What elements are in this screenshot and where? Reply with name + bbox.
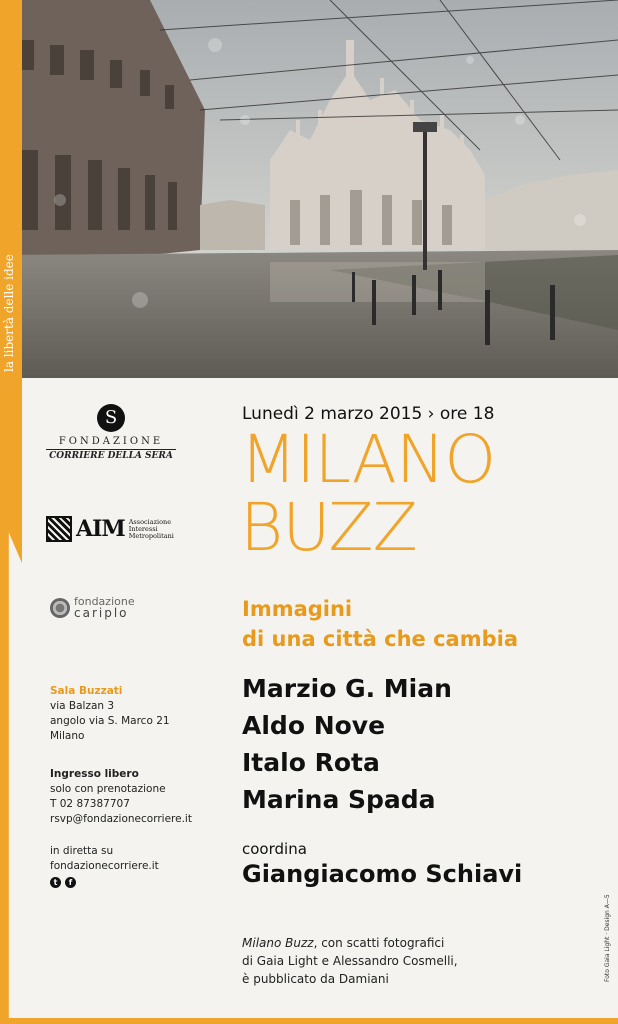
event-title-line2: BUZZ xyxy=(240,489,417,566)
aim-sub-3: Metropolitani xyxy=(128,531,174,540)
cariplo-logo-line1: fondazione xyxy=(74,595,135,608)
venue-address2: angolo via S. Marco 21 xyxy=(50,715,170,727)
book-title: Milano Buzz xyxy=(242,936,314,950)
speaker-list xyxy=(242,670,452,818)
live-line1: in diretta su xyxy=(50,845,114,857)
event-subtitle-line2: di una città che cambia xyxy=(242,627,518,651)
duomo-illustration xyxy=(0,0,618,378)
ribbon-slogan: la libertà delle idee xyxy=(2,254,16,372)
entry-note: solo con prenotazione xyxy=(50,783,166,795)
event-title-line1: MILANO xyxy=(240,421,496,498)
event-subtitle xyxy=(242,594,518,654)
speaker-item: Aldo Nove xyxy=(242,711,386,740)
twitter-icon[interactable]: t xyxy=(50,877,61,888)
coordinator-name: Giangiacomo Schiavi xyxy=(242,860,523,888)
event-subtitle-line1: Immagini xyxy=(242,597,353,621)
credit-line1-text: , con scatti fotografici xyxy=(313,936,445,950)
venue-name: Sala Buzzati xyxy=(50,685,123,697)
speaker-item: Marzio G. Mian xyxy=(242,674,452,703)
poster-content xyxy=(0,378,618,1024)
photo-credit: Foto Gaia Light · Design A—5 xyxy=(604,894,611,982)
speaker-item: Marina Spada xyxy=(242,785,436,814)
speaker-item: Italo Rota xyxy=(242,748,380,777)
corriere-logo-line2: CORRIERE DELLA SERA xyxy=(46,449,176,461)
event-title xyxy=(240,421,496,566)
bottom-orange-bar xyxy=(0,1018,618,1024)
aim-logo-sub xyxy=(129,519,174,540)
credit-line2: di Gaia Light e Alessandro Cosmelli, xyxy=(242,954,458,968)
event-date: Lunedì 2 marzo 2015 › ore 18 xyxy=(242,404,495,424)
aim-logo-name: AIM xyxy=(76,516,125,542)
corriere-logo-line1: FONDAZIONE xyxy=(58,436,164,447)
venue-info xyxy=(50,684,170,744)
credit-line3: è pubblicato da Damiani xyxy=(242,972,389,986)
entry-title: Ingresso libero xyxy=(50,768,139,780)
entry-info xyxy=(50,767,192,827)
book-credit xyxy=(242,934,458,988)
entry-email[interactable]: rsvp@fondazionecorriere.it xyxy=(50,813,192,825)
logo-cariplo xyxy=(50,596,135,619)
social-icons xyxy=(50,877,159,888)
cariplo-mark-icon xyxy=(50,598,70,618)
live-info xyxy=(50,844,159,888)
hero-photo xyxy=(0,0,618,378)
venue-address1: via Balzan 3 xyxy=(50,700,115,712)
logo-fondazione-corriere xyxy=(46,404,176,461)
live-link[interactable]: fondazionecorriere.it xyxy=(50,860,159,872)
venue-city: Milano xyxy=(50,730,85,742)
aim-mark-icon xyxy=(46,516,72,542)
aim-sub-2: Interessi xyxy=(128,524,158,533)
facebook-icon[interactable]: f xyxy=(65,877,76,888)
corriere-mark-icon: S xyxy=(97,404,125,432)
aim-sub-1: Associazione xyxy=(128,517,172,526)
credit-line1 xyxy=(242,934,458,952)
cariplo-logo-line2: cariplo xyxy=(74,606,129,620)
entry-phone: T 02 87387707 xyxy=(50,798,130,810)
coordinator-label: coordina xyxy=(242,840,307,858)
logo-aim xyxy=(46,516,174,542)
